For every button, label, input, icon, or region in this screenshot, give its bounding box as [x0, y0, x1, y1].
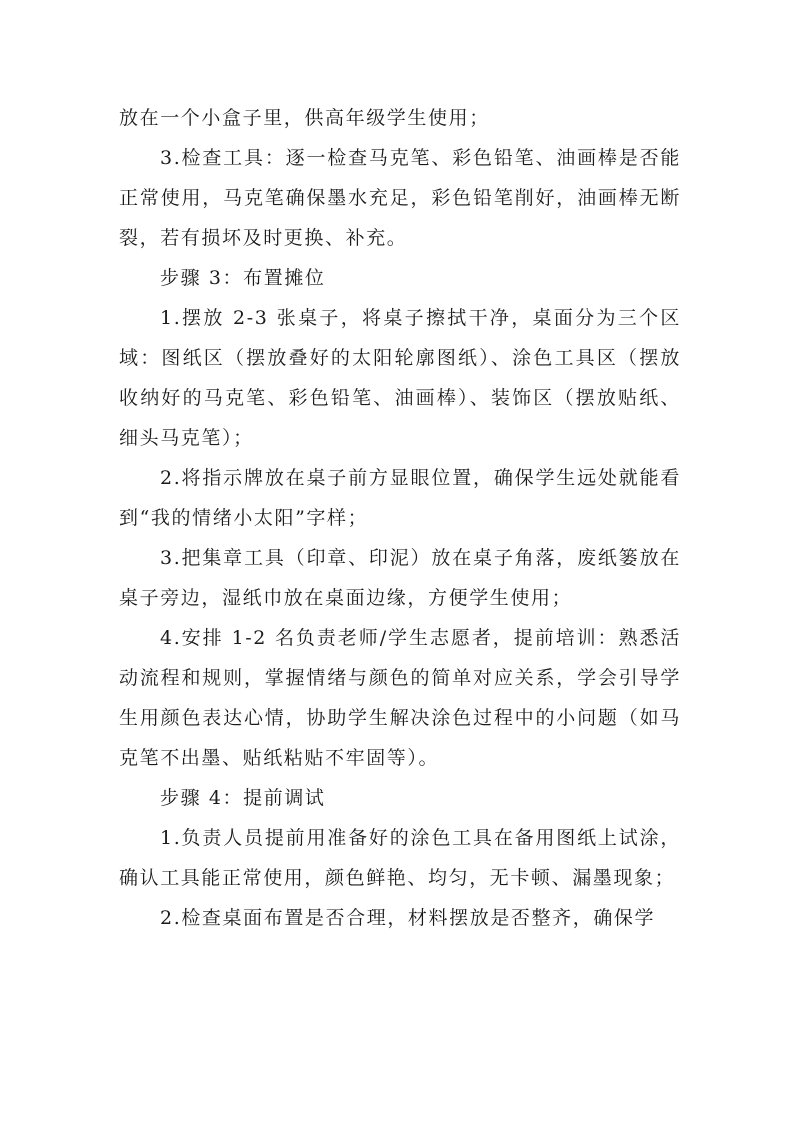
step-4-heading: 步骤 4：提前调试 [160, 787, 326, 809]
paragraph-continuation: 放在一个小盒子里，供高年级学生使用； [119, 107, 490, 129]
paragraph-volunteers: 4.安排 1-2 名负责老师/学生志愿者，提前培训：熟悉活动流程和规则，掌握情绪与颜色的简单对应关系，学会引导学生用颜色表达心情，协助学生解决涂色过程中的小问题（如马克笔不出墨、贴纸粘贴不牢固等）。 [119, 627, 681, 769]
step-3-heading: 步骤 3：布置摊位 [160, 267, 326, 289]
paragraph-check-tools: 3.检查工具：逐一检查马克笔、彩色铅笔、油画棒是否能正常使用，马克笔确保墨水充足，彩色铅笔削好，油画棒无断裂，若有损坏及时更换、补充。 [119, 147, 681, 249]
paragraph-check-layout: 2.检查桌面布置是否合理，材料摆放是否整齐，确保学 [160, 907, 656, 929]
document-body [119, 98, 681, 938]
paragraph-signboard: 2.将指示牌放在桌子前方显眼位置，确保学生远处就能看到“我的情绪小太阳”字样； [119, 467, 681, 529]
paragraph-trial-coloring: 1.负责人员提前用准备好的涂色工具在备用图纸上试涂，确认工具能正常使用，颜色鲜艳、均匀，无卡顿、漏墨现象； [119, 827, 681, 889]
paragraph-place-tables: 1.摆放 2-3 张桌子，将桌子擦拭干净，桌面分为三个区域：图纸区（摆放叠好的太阳轮廓图纸）、涂色工具区（摆放收纳好的马克笔、彩色铅笔、油画棒）、装饰区（摆放贴纸、细头马克笔）； [119, 307, 681, 449]
paragraph-stamp-tools: 3.把集章工具（印章、印泥）放在桌子角落，废纸篓放在桌子旁边，湿纸巾放在桌面边缘，方便学生使用； [119, 547, 681, 609]
